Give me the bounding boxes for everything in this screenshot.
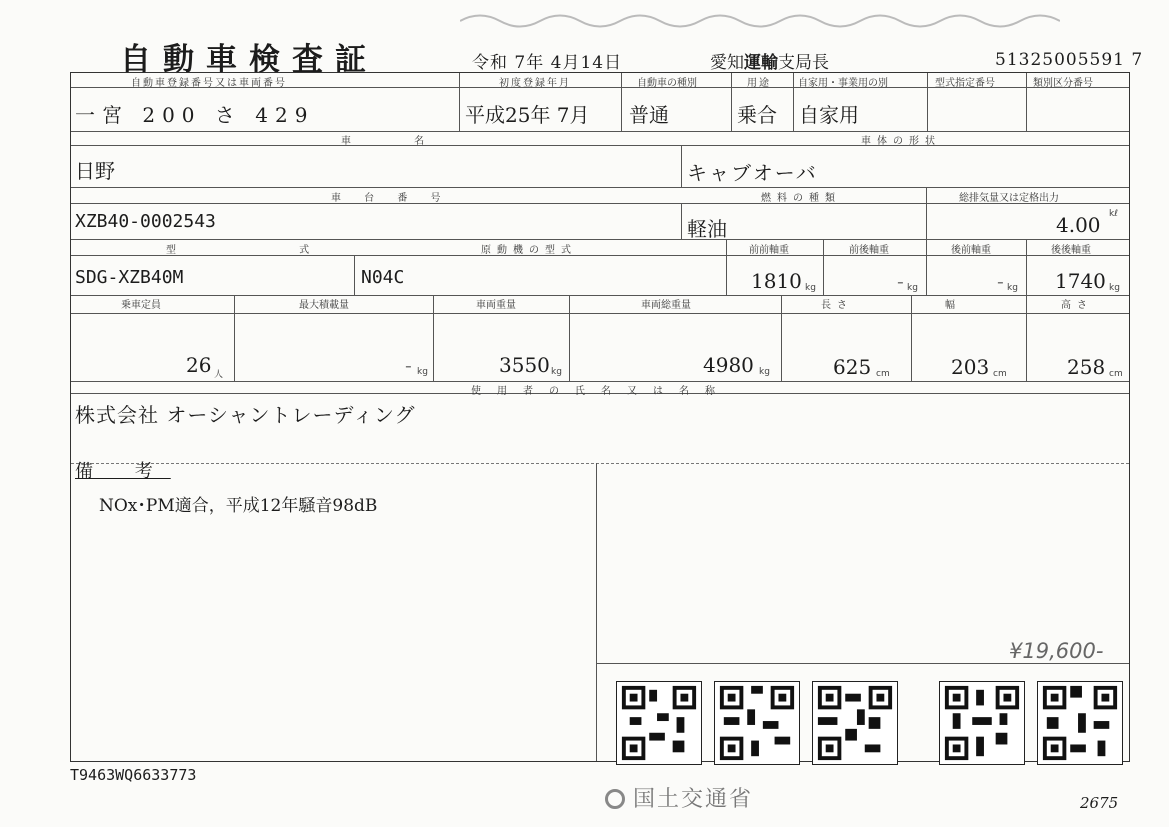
max-load: - [405,353,412,377]
displacement: 4.00 [1056,213,1101,237]
header-class-number: 類別区分番号 [1033,78,1093,89]
qr-code-4 [939,681,1025,765]
header-use: 用途 [747,78,771,89]
rear-front-axle-weight: - [997,269,1004,293]
use: 乗合 [737,103,777,127]
length: 625 [833,355,872,379]
header-gross-weight: 車両総重量 [641,300,691,311]
issuing-office: 愛知運輸支局長 [710,53,829,73]
header-model-type: 型 式 [166,245,370,256]
document-number: 51325005591 7 [995,50,1144,70]
width: 203 [951,355,990,379]
vehicle-kind: 普通 [629,103,669,127]
header-vehicle-weight: 車両重量 [476,300,516,311]
ornament-border [460,10,1060,32]
header-vehicle-name: 車 名 [341,136,455,147]
handwritten-price: ¥19,600- [1009,639,1104,663]
header-front-front-axle: 前前軸重 [749,245,789,256]
header-fuel-type: 燃料の種類 [761,193,841,204]
qr-code-3 [812,681,898,765]
issue-date: 令和 7年 4月14日 [472,53,623,73]
qr-code-1 [616,681,702,765]
height: 258 [1067,355,1106,379]
vehicle-weight: 3550 [499,353,550,377]
qr-code-5 [1037,681,1123,765]
header-user-name: 使用者の氏名又は名称 [471,386,731,397]
serial-number: T9463WQ6633773 [70,766,197,784]
displacement-unit: kℓ [1109,209,1118,219]
chassis-number: XZB40-0002543 [75,211,216,232]
gross-weight: 4980 [703,353,754,377]
header-capacity: 乗車定員 [121,300,161,311]
front-front-axle-weight: 1810 [751,269,802,293]
header-body-shape: 車体の形状 [861,136,941,147]
page-number: 2675 [1080,794,1119,812]
header-rear-rear-axle: 後後軸重 [1051,245,1091,256]
header-height: 高さ [1061,300,1093,311]
header-type-number: 型式指定番号 [935,78,995,89]
ministry-logo: 国土交通省 [605,782,753,813]
header-displacement: 総排気量又は定格出力 [959,193,1059,204]
header-front-rear-axle: 前後軸重 [849,245,889,256]
header-vehicle-kind: 自動車の種別 [637,78,697,89]
header-width: 幅 [945,300,957,311]
vehicle-name: 日野 [75,159,115,183]
header-private-business: 自家用・事業用の別 [798,78,888,89]
certificate-form: 自動車登録番号又は車両番号 初度登録年月 自動車の種別 用途 自家用・事業用の別 型式指定番号 類別区分番号 一宮 200 さ 429 平成25年 7月 普通 乗合 自家用 車 名 車体の形状 日野 キャブオーバ 車 台 番 号 燃料の種類 総排気量又は定格出力 XZB40-0002543 軽油 4.00 kℓ 型 式 原動機の型式 前前軸重 前後軸重 後前軸重 後後軸重 SDG-XZB40M N04C 1810 kg - kg - kg 1740 kg 乗車定員 最大積載量 車両重量 車両総重量 長さ 幅 高さ 26 人 - kg 3550 kg 4980 kg 625 cm 203 cm 258 cm 使用者の氏名又は名称 株式会社 オーシャントレーディング 備 考 NOx･PM適合，平成12年騒音98dB ¥19,600- [70,72,1130,762]
header-registration-number: 自動車登録番号又は車両番号 [131,78,287,89]
header-first-registration: 初度登録年月 [499,78,571,89]
engine-type: N04C [361,267,405,288]
fuel-type: 軽油 [687,217,727,241]
first-registration: 平成25年 7月 [465,103,590,127]
header-length: 長さ [821,300,853,311]
body-shape: キャブオーバ [687,161,818,185]
passenger-capacity: 26 [186,353,212,377]
header-engine-type: 原動機の型式 [481,245,577,256]
remarks-label: 備 考 [75,461,171,482]
header-chassis-number: 車 台 番 号 [331,193,451,204]
header-rear-front-axle: 後前軸重 [951,245,991,256]
user-name: 株式会社 オーシャントレーディング [75,403,416,427]
private-business: 自家用 [799,103,859,127]
document-title: 自動車検査証 [120,42,378,78]
header-max-load: 最大積載量 [299,300,349,311]
model-type: SDG-XZB40M [75,267,184,288]
ministry-emblem-icon [605,789,625,809]
remarks-text: NOx･PM適合，平成12年騒音98dB [99,496,378,516]
registration-number: 一宮 200 さ 429 [75,103,315,127]
qr-code-2 [714,681,800,765]
rear-rear-axle-weight: 1740 [1055,269,1106,293]
front-rear-axle-weight: - [897,269,904,293]
